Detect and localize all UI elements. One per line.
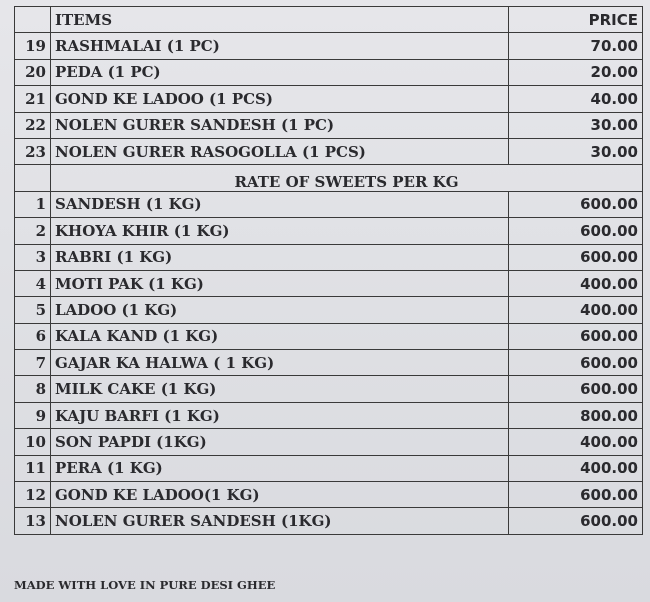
item-name: GOND KE LADOO (1 PCS): [51, 86, 509, 112]
table-row: [15, 455, 643, 481]
item-number: 2: [15, 218, 51, 244]
item-price: 400.00: [509, 429, 643, 455]
item-name: NOLEN GURER RASOGOLLA (1 PCS): [51, 138, 509, 164]
item-price: 400.00: [509, 297, 643, 323]
table-row: [15, 402, 643, 428]
item-number: 22: [15, 112, 51, 138]
item-number: 8: [15, 376, 51, 402]
item-price: 800.00: [509, 402, 643, 428]
table-row: [15, 350, 643, 376]
item-name: RASHMALAI (1 PC): [51, 33, 509, 59]
item-name: KHOYA KHIR (1 KG): [51, 218, 509, 244]
item-name: PERA (1 KG): [51, 455, 509, 481]
table-row: [15, 218, 643, 244]
table-row: [15, 59, 643, 85]
item-number: 9: [15, 402, 51, 428]
item-price: 30.00: [509, 112, 643, 138]
item-price: 600.00: [509, 191, 643, 217]
section-row: [15, 165, 643, 191]
items-header: ITEMS: [51, 7, 509, 33]
item-name: GAJAR KA HALWA ( 1 KG): [51, 350, 509, 376]
item-price: 70.00: [509, 33, 643, 59]
item-name: LADOO (1 KG): [51, 297, 509, 323]
table-row: [15, 297, 643, 323]
item-price: 600.00: [509, 350, 643, 376]
item-price: 600.00: [509, 508, 643, 534]
header-num-cell: [15, 7, 51, 33]
table-row: [15, 138, 643, 164]
section-title: RATE OF SWEETS PER KG: [51, 165, 643, 191]
item-number: 11: [15, 455, 51, 481]
item-name: NOLEN GURER SANDESH (1KG): [51, 508, 509, 534]
item-number: 20: [15, 59, 51, 85]
item-price: 20.00: [509, 59, 643, 85]
table-row: [15, 508, 643, 534]
item-name: NOLEN GURER SANDESH (1 PC): [51, 112, 509, 138]
item-name: RABRI (1 KG): [51, 244, 509, 270]
table-row: [15, 323, 643, 349]
item-number: 23: [15, 138, 51, 164]
item-name: SANDESH (1 KG): [51, 191, 509, 217]
item-number: 10: [15, 429, 51, 455]
item-price: 400.00: [509, 270, 643, 296]
item-number: 5: [15, 297, 51, 323]
item-price: 600.00: [509, 218, 643, 244]
item-number: 19: [15, 33, 51, 59]
price-table: [14, 6, 643, 535]
item-name: KALA KAND (1 KG): [51, 323, 509, 349]
footer-note: MADE WITH LOVE IN PURE DESI GHEE: [14, 578, 276, 592]
header-row: [15, 7, 643, 33]
item-number: 7: [15, 350, 51, 376]
table-row: [15, 376, 643, 402]
item-number: 21: [15, 86, 51, 112]
table-row: [15, 429, 643, 455]
table-row: [15, 112, 643, 138]
table-row: [15, 482, 643, 508]
item-number: 3: [15, 244, 51, 270]
item-price: 600.00: [509, 376, 643, 402]
item-price: 30.00: [509, 138, 643, 164]
item-price: 600.00: [509, 244, 643, 270]
item-price: 600.00: [509, 482, 643, 508]
item-name: KAJU BARFI (1 KG): [51, 402, 509, 428]
item-name: PEDA (1 PC): [51, 59, 509, 85]
item-number: 12: [15, 482, 51, 508]
item-name: GOND KE LADOO(1 KG): [51, 482, 509, 508]
item-number: 1: [15, 191, 51, 217]
section-num-cell: [15, 165, 51, 191]
table-row: [15, 86, 643, 112]
item-price: 400.00: [509, 455, 643, 481]
price-header: PRICE: [509, 7, 643, 33]
item-number: 4: [15, 270, 51, 296]
item-number: 13: [15, 508, 51, 534]
item-price: 600.00: [509, 323, 643, 349]
table-row: [15, 244, 643, 270]
table-row: [15, 33, 643, 59]
item-number: 6: [15, 323, 51, 349]
item-name: SON PAPDI (1KG): [51, 429, 509, 455]
table-row: [15, 191, 643, 217]
item-name: MILK CAKE (1 KG): [51, 376, 509, 402]
item-name: MOTI PAK (1 KG): [51, 270, 509, 296]
table-row: [15, 270, 643, 296]
item-price: 40.00: [509, 86, 643, 112]
